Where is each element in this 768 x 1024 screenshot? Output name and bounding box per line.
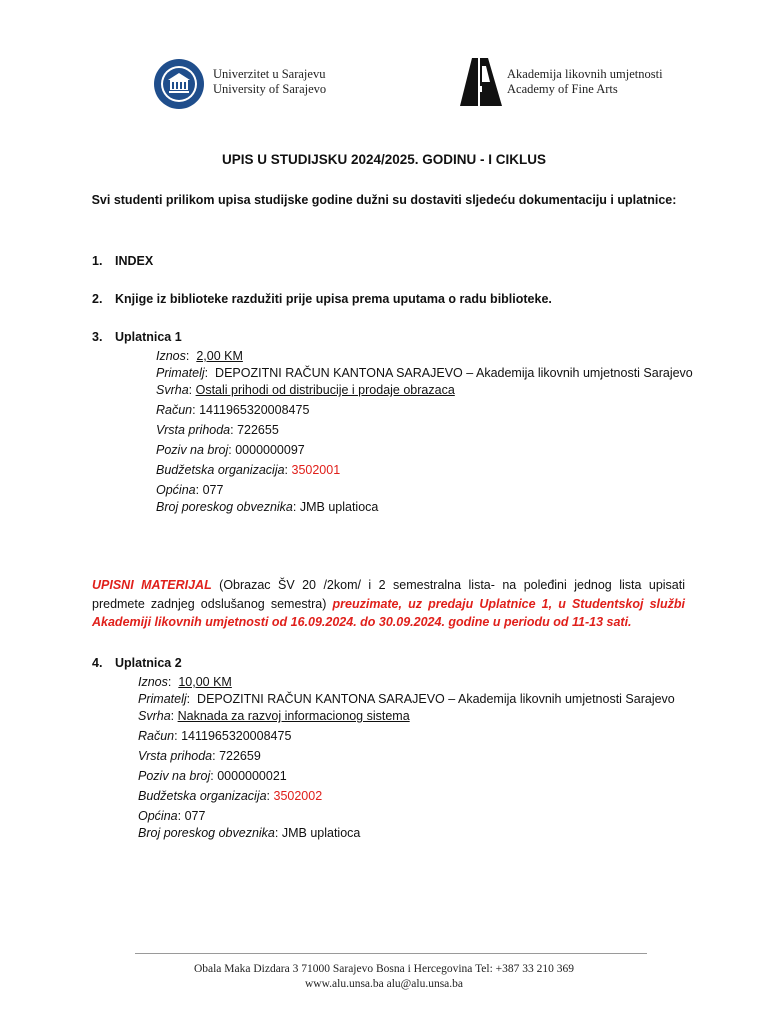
- footer-contact: www.alu.unsa.ba alu@alu.unsa.ba: [304, 978, 464, 990]
- footer-address: Obala Maka Dizdara 3 71000 Sarajevo Bosna i Hercegovina Tel: +387 33 210 369: [193, 963, 575, 975]
- academy-name: Akademija likovnih umjetnosti Academy of Fine Arts: [507, 67, 663, 96]
- budzet-row: Budžetska organizacija: 3502001: [156, 463, 341, 477]
- vrsta-prihoda-row: Vrsta prihoda: 722659: [138, 749, 261, 763]
- list-item-uplatnica-2: 4. Uplatnica 2: [92, 656, 182, 670]
- list-item-index: 1. INDEX: [92, 254, 154, 268]
- opcina-row: Općina: 077: [156, 483, 224, 497]
- uplatnica-2-details: [138, 674, 698, 842]
- primatelj-row: Primatelj: DEPOZITNI RAČUN KANTONA SARAJEVO – Akademija likovnih umjetnosti Sarajevo: [156, 366, 693, 380]
- primatelj-row: Primatelj: DEPOZITNI RAČUN KANTONA SARAJEVO – Akademija likovnih umjetnosti Sarajevo: [138, 692, 675, 706]
- svrha-row: Svrha: Naknada za razvoj informacionog sistema: [138, 709, 410, 723]
- academy-logo-icon: [458, 56, 504, 108]
- uplatnica-1-details: [156, 348, 696, 516]
- opcina-row: Općina: 077: [138, 809, 206, 823]
- footer: [0, 962, 768, 992]
- upisni-materijal-note: UPISNI MATERIJAL (Obrazac ŠV 20 /2kom/ i 2 semestralna lista- na poleđini jednog lista upisati predmete zadnjeg odslušanog semestra) preuzimate, uz predaju Uplatnice 1, u Studentskoj službi Akademiji likovnih umjetnosti od 16.09.2024. do 30.09.2024. godine u periodu od 11-13 sati.: [92, 578, 685, 629]
- university-seal-icon: [153, 58, 205, 110]
- porez-row: Broj poreskog obveznika: JMB uplatioca: [138, 826, 361, 840]
- poziv-row: Poziv na broj: 0000000021: [138, 769, 287, 783]
- budzet-row: Budžetska organizacija: 3502002: [138, 789, 323, 803]
- vrsta-prihoda-row: Vrsta prihoda: 722655: [156, 423, 279, 437]
- list-item-uplatnica-1: 3. Uplatnica 1: [92, 330, 182, 344]
- iznos-row: Iznos: 10,00 KM: [138, 675, 232, 689]
- poziv-row: Poziv na broj: 0000000097: [156, 443, 305, 457]
- iznos-row: Iznos: 2,00 KM: [156, 349, 243, 363]
- letterhead: [0, 52, 768, 112]
- svrha-row: Svrha: Ostali prihodi od distribucije i prodaje obrazaca: [156, 383, 455, 397]
- list-item-library: 2. Knjige iz biblioteke razdužiti prije upisa prema uputama o radu biblioteke.: [92, 292, 552, 306]
- racun-row: Račun: 1411965320008475: [156, 403, 310, 417]
- document-title: UPIS U STUDIJSKU 2024/2025. GODINU - I CIKLUS: [221, 152, 547, 167]
- racun-row: Račun: 1411965320008475: [138, 729, 292, 743]
- footer-divider: [135, 953, 647, 954]
- university-name: Univerzitet u Sarajevu University of Sarajevo: [213, 67, 327, 96]
- intro-text: Svi studenti prilikom upisa studijske godine dužni su dostaviti sljedeću dokumentaciju i uplatnice:: [91, 193, 677, 207]
- porez-row: Broj poreskog obveznika: JMB uplatioca: [156, 500, 379, 514]
